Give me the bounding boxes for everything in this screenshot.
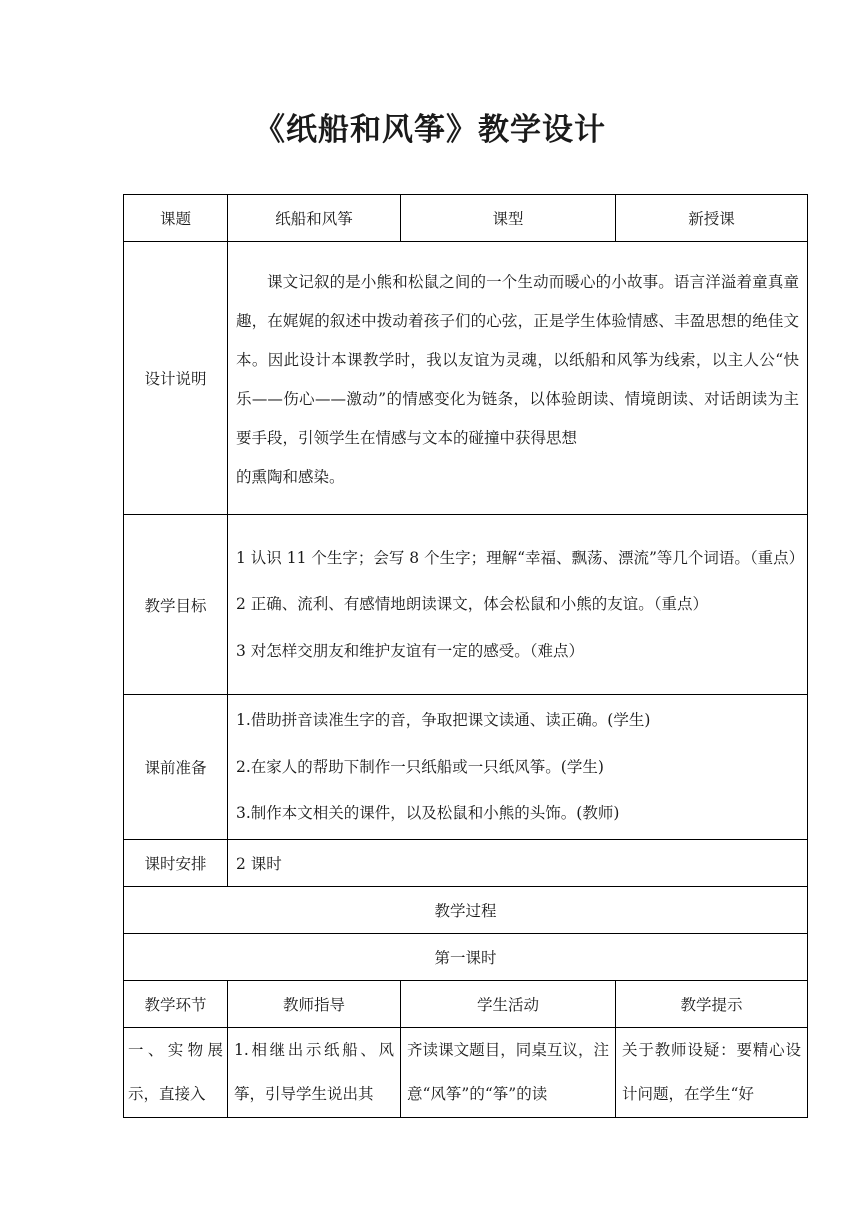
table-row [124, 933, 808, 980]
column-header-stage: 教学环节 [124, 980, 228, 1027]
goals-list [228, 515, 808, 695]
table-row [124, 839, 808, 886]
column-header-tip: 教学提示 [616, 980, 808, 1027]
schedule-value: 2 课时 [228, 839, 808, 886]
column-header-teacher: 教师指导 [228, 980, 401, 1027]
tip-text: 关于教师设疑：要精心设计问题，在学生“好 [622, 1041, 801, 1103]
table-row [124, 242, 808, 515]
design-paragraph: 课文记叙的是小熊和松鼠之间的一个生动而暖心的小故事。语言洋溢着童真童趣，在娓娓的叙述中拨动着孩子们的心弦，正是学生体验情感、丰盈思想的绝佳文本。因此设计本课教学时，我以友谊为灵魂，以纸船和风筝为线索，以主人公“快乐——伤心——激动”的情感变化为链条，以体验朗读、情境朗读、对话朗读为主要手段，引领学生在情感与文本的碰撞中获得思想 [236, 273, 799, 447]
prep-list [228, 695, 808, 840]
goal-item: 3 对怎样交朋友和维护友谊有一定的感受。（难点） [236, 641, 585, 660]
goal-item: 1 认识 11 个生字；会写 8 个生字；理解“幸福、飘荡、漂流”等几个词语。（重点） [236, 548, 805, 567]
table-row [124, 1027, 808, 1117]
lesson-plan-table [123, 194, 808, 1118]
tip-cell [616, 1027, 808, 1117]
type-label: 课型 [401, 195, 616, 242]
table-row [124, 195, 808, 242]
document-title: 《纸船和风筝》教学设计 [254, 112, 606, 148]
teacher-text: 1.相继出示纸船、风筝，引导学生说出其 [234, 1041, 394, 1103]
table-row [124, 980, 808, 1027]
student-cell [401, 1027, 616, 1117]
topic-label: 课题 [124, 195, 228, 242]
student-text: 齐读课文题目，同桌互议，注意“风筝”的“筝”的读 [407, 1041, 609, 1103]
process-heading: 教学过程 [124, 886, 808, 933]
design-paragraph-end: 的熏陶和感染。 [236, 468, 345, 486]
prep-item: 3.制作本文相关的课件，以及松鼠和小熊的头饰。(教师) [236, 804, 620, 822]
column-header-student: 学生活动 [401, 980, 616, 1027]
table-row [124, 515, 808, 695]
design-text [228, 242, 808, 515]
table-row [124, 695, 808, 840]
type-value: 新授课 [616, 195, 808, 242]
stage-cell [124, 1027, 228, 1117]
schedule-label: 课时安排 [124, 839, 228, 886]
prep-label: 课前准备 [124, 695, 228, 840]
stage-text: 一、实物展示，直接入 [128, 1041, 223, 1103]
lesson-heading: 第一课时 [124, 933, 808, 980]
teacher-cell [228, 1027, 401, 1117]
design-label: 设计说明 [124, 242, 228, 515]
table-row [124, 886, 808, 933]
prep-item: 2.在家人的帮助下制作一只纸船或一只纸风筝。(学生) [236, 757, 604, 776]
topic-value: 纸船和风筝 [228, 195, 401, 242]
goals-label: 教学目标 [124, 515, 228, 695]
prep-item: 1.借助拼音读准生字的音，争取把课文读通、读正确。(学生) [236, 711, 651, 729]
goal-item: 2 正确、流利、有感情地朗读课文，体会松鼠和小熊的友谊。（重点） [236, 595, 709, 614]
